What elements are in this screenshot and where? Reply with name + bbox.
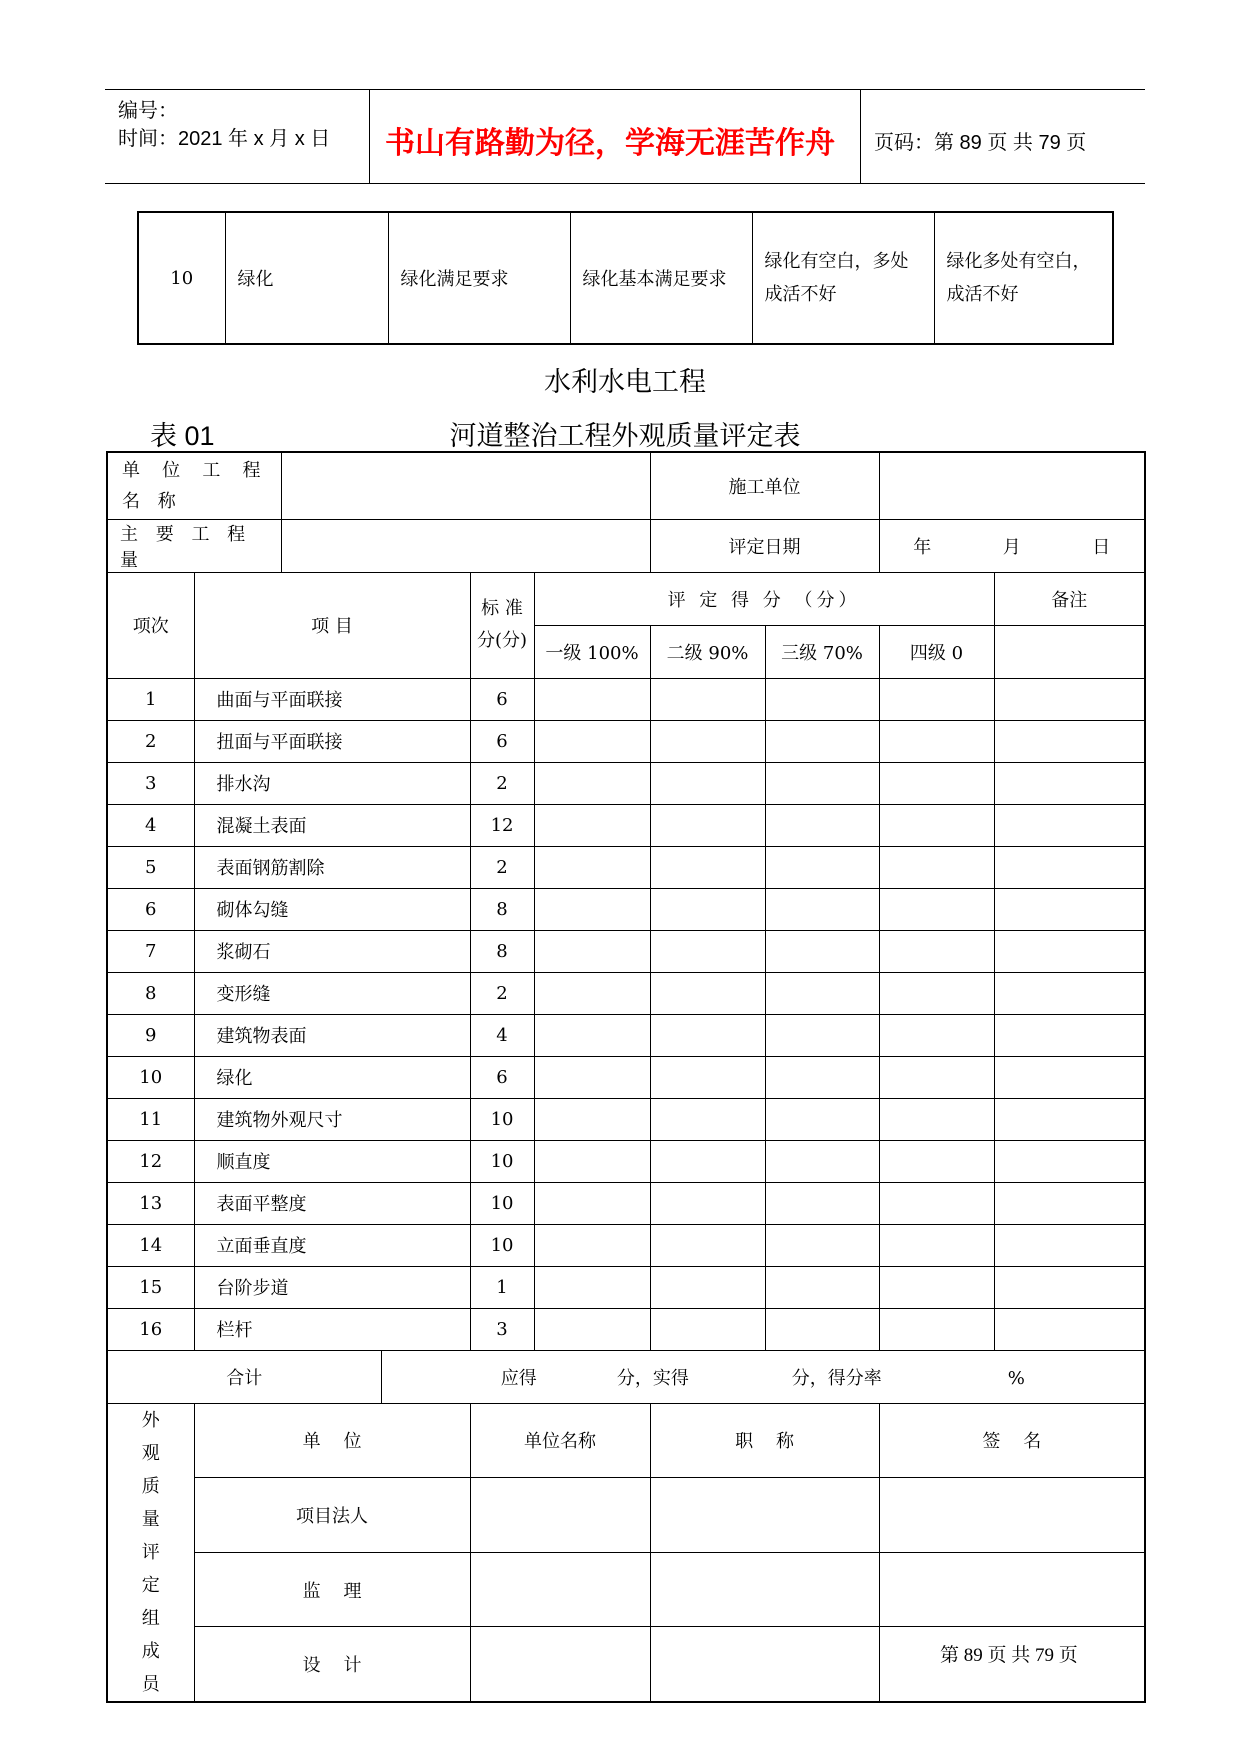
item-no: 7: [107, 930, 194, 972]
item-name: 浆砌石: [194, 930, 470, 972]
members-col-unit: 单 位: [194, 1403, 470, 1478]
grade3-cell[interactable]: [765, 1182, 879, 1224]
member-row: [107, 1552, 1145, 1627]
grade1-cell[interactable]: [534, 678, 650, 720]
grade1-cell[interactable]: [534, 762, 650, 804]
item-std: 2: [470, 972, 534, 1014]
grade3-cell[interactable]: [765, 1056, 879, 1098]
grade3-cell[interactable]: [765, 972, 879, 1014]
grade4-cell[interactable]: [879, 804, 994, 846]
remark-cell[interactable]: [994, 1140, 1145, 1182]
col-grade1-header: 一级 100%: [534, 625, 650, 678]
continued-row-no: 10: [138, 212, 225, 344]
item-name: 排水沟: [194, 762, 470, 804]
eval-date-label: 评定日期: [650, 519, 879, 572]
grade3-cell[interactable]: [765, 720, 879, 762]
table-row: [107, 1140, 1145, 1182]
item-std: 8: [470, 930, 534, 972]
member-unit-name-cell[interactable]: [470, 1627, 650, 1702]
member-sign-cell[interactable]: [879, 1478, 1145, 1553]
item-no: 16: [107, 1308, 194, 1350]
footer-page-number: 第 89 页 共 79 页: [940, 1645, 1078, 1666]
info-row-1: [107, 452, 1145, 519]
item-std: 12: [470, 804, 534, 846]
grade2-cell[interactable]: [650, 762, 765, 804]
grade1-cell[interactable]: [534, 930, 650, 972]
item-name: 变形缝: [194, 972, 470, 1014]
item-no: 9: [107, 1014, 194, 1056]
header-page-info: 页码：第 89 页 共 79 页: [874, 132, 1087, 154]
table-row: [107, 972, 1145, 1014]
grade2-cell[interactable]: [650, 888, 765, 930]
remark-cell[interactable]: [994, 804, 1145, 846]
grade2-cell[interactable]: [650, 1266, 765, 1308]
grade1-cell[interactable]: [534, 1224, 650, 1266]
table-row: [107, 930, 1145, 972]
item-std: 3: [470, 1308, 534, 1350]
remark-cell[interactable]: [994, 1308, 1145, 1350]
table-row: [107, 762, 1145, 804]
grade4-cell[interactable]: [879, 888, 994, 930]
members-col-unit-name: 单位名称: [470, 1403, 650, 1478]
grade4-cell[interactable]: [879, 1098, 994, 1140]
continued-row-item: 绿化: [225, 212, 388, 344]
grade1-cell[interactable]: [534, 972, 650, 1014]
grade2-cell[interactable]: [650, 804, 765, 846]
member-unit: 设 计: [194, 1627, 470, 1702]
grade2-cell[interactable]: [650, 1224, 765, 1266]
grade4-cell[interactable]: [879, 1266, 994, 1308]
grade4-cell[interactable]: [879, 678, 994, 720]
table-row: [107, 1224, 1145, 1266]
table-row: [107, 1308, 1145, 1350]
unit-project-name-value[interactable]: [281, 452, 650, 519]
item-no: 6: [107, 888, 194, 930]
remark-cell[interactable]: [994, 930, 1145, 972]
grade1-cell[interactable]: [534, 1308, 650, 1350]
grade3-cell[interactable]: [765, 678, 879, 720]
table-row: [107, 1266, 1145, 1308]
grade1-cell[interactable]: [534, 1182, 650, 1224]
member-unit: 监 理: [194, 1552, 470, 1627]
grade2-cell[interactable]: [650, 1098, 765, 1140]
item-no: 2: [107, 720, 194, 762]
grade1-cell[interactable]: [534, 1140, 650, 1182]
grade3-cell[interactable]: [765, 888, 879, 930]
remark-cell[interactable]: [994, 1266, 1145, 1308]
form-title: 河道整治工程外观质量评定表: [449, 421, 801, 451]
remark-cell[interactable]: [994, 1014, 1145, 1056]
main-quantity-value[interactable]: [281, 519, 650, 572]
members-col-sign: 签 名: [879, 1403, 1145, 1478]
eval-date-month: 月: [1002, 536, 1021, 558]
table-row: [107, 846, 1145, 888]
member-row: [107, 1478, 1145, 1553]
grade3-cell[interactable]: [765, 762, 879, 804]
item-std: 6: [470, 720, 534, 762]
remark-cell[interactable]: [994, 846, 1145, 888]
item-std: 8: [470, 888, 534, 930]
table-row: [107, 888, 1145, 930]
grade3-cell[interactable]: [765, 1098, 879, 1140]
member-unit-name-cell[interactable]: [470, 1552, 650, 1627]
grade4-cell[interactable]: [879, 1182, 994, 1224]
item-name: 建筑物表面: [194, 1014, 470, 1056]
item-no: 5: [107, 846, 194, 888]
grade3-cell[interactable]: [765, 1308, 879, 1350]
grade3-cell[interactable]: [765, 804, 879, 846]
header-number-label: 编号：: [118, 100, 178, 122]
item-name: 砌体勾缝: [194, 888, 470, 930]
continued-row-level1: 绿化满足要求: [388, 212, 570, 344]
item-no: 3: [107, 762, 194, 804]
members-header-row: [107, 1403, 1145, 1478]
grade3-cell[interactable]: [765, 1140, 879, 1182]
grade2-cell[interactable]: [650, 1056, 765, 1098]
grade4-cell[interactable]: [879, 762, 994, 804]
main-quantity-label: 主 要 工 程 量: [107, 519, 281, 572]
grade2-cell[interactable]: [650, 846, 765, 888]
remark-cell[interactable]: [994, 972, 1145, 1014]
remark-cell[interactable]: [994, 762, 1145, 804]
item-name: 台阶步道: [194, 1266, 470, 1308]
grade4-cell[interactable]: [879, 720, 994, 762]
item-no: 11: [107, 1098, 194, 1140]
project-title: 水利水电工程: [544, 367, 706, 397]
grade4-cell[interactable]: [879, 1140, 994, 1182]
item-no: 12: [107, 1140, 194, 1182]
col-no-header: 项次: [107, 572, 194, 678]
grade3-cell[interactable]: [765, 1266, 879, 1308]
item-name: 立面垂直度: [194, 1224, 470, 1266]
col-remark-header: 备注: [994, 572, 1145, 625]
grade4-cell[interactable]: [879, 1014, 994, 1056]
header-bottom-rule: [105, 183, 1145, 184]
item-name: 栏杆: [194, 1308, 470, 1350]
item-no: 1: [107, 678, 194, 720]
grade3-cell[interactable]: [765, 846, 879, 888]
remark-cell[interactable]: [994, 888, 1145, 930]
remark-cell[interactable]: [994, 1098, 1145, 1140]
item-no: 10: [107, 1056, 194, 1098]
item-std: 6: [470, 678, 534, 720]
table-row: [107, 1014, 1145, 1056]
continued-row-level2: 绿化基本满足要求: [570, 212, 752, 344]
remark-cell[interactable]: [994, 678, 1145, 720]
item-std: 1: [470, 1266, 534, 1308]
continued-row-level4: 绿化多处有空白，成活不好: [934, 212, 1113, 344]
grade1-cell[interactable]: [534, 804, 650, 846]
item-std: 10: [470, 1140, 534, 1182]
col-grade2-header: 二级 90%: [650, 625, 765, 678]
grade1-cell[interactable]: [534, 1266, 650, 1308]
form-number: 表 01: [150, 421, 215, 451]
item-std: 2: [470, 846, 534, 888]
item-std: 10: [470, 1182, 534, 1224]
members-group-label: 外观质量评定组成员: [107, 1403, 194, 1702]
col-grade4-header: 四级 0: [879, 625, 994, 678]
total-row: [107, 1350, 1145, 1403]
item-name: 扭面与平面联接: [194, 720, 470, 762]
item-name: 绿化: [194, 1056, 470, 1098]
item-no: 14: [107, 1224, 194, 1266]
total-label: 合计: [107, 1350, 381, 1403]
col-std-header: 标 准 分(分): [470, 572, 534, 678]
item-rows: [107, 678, 1145, 1350]
grade1-cell[interactable]: [534, 1014, 650, 1056]
item-name: 建筑物外观尺寸: [194, 1098, 470, 1140]
contractor-label: 施工单位: [650, 452, 879, 519]
table-row: [107, 1182, 1145, 1224]
item-no: 8: [107, 972, 194, 1014]
grade1-cell[interactable]: [534, 888, 650, 930]
member-unit: 项目法人: [194, 1478, 470, 1553]
grade4-cell[interactable]: [879, 1224, 994, 1266]
grade2-cell[interactable]: [650, 678, 765, 720]
evaluation-table: [106, 451, 1146, 1703]
remark-cell[interactable]: [994, 720, 1145, 762]
grade1-cell[interactable]: [534, 1098, 650, 1140]
contractor-value[interactable]: [879, 452, 1145, 519]
item-std: 2: [470, 762, 534, 804]
column-header-row-1: [107, 572, 1145, 625]
table-row: [107, 1056, 1145, 1098]
item-no: 4: [107, 804, 194, 846]
members-col-title: 职 称: [650, 1403, 879, 1478]
item-name: 曲面与平面联接: [194, 678, 470, 720]
grade4-cell[interactable]: [879, 930, 994, 972]
grade2-cell[interactable]: [650, 1014, 765, 1056]
grade3-cell[interactable]: [765, 1224, 879, 1266]
item-name: 表面钢筋割除: [194, 846, 470, 888]
unit-project-name-label: 单 位 工 程 名 称: [107, 452, 281, 519]
grade2-cell[interactable]: [650, 930, 765, 972]
grade2-cell[interactable]: [650, 972, 765, 1014]
header-divider-right: [860, 89, 861, 183]
item-name: 顺直度: [194, 1140, 470, 1182]
remark-cell[interactable]: [994, 1182, 1145, 1224]
grade3-cell[interactable]: [765, 1014, 879, 1056]
grade2-cell[interactable]: [650, 720, 765, 762]
item-no: 13: [107, 1182, 194, 1224]
remark-cell[interactable]: [994, 1056, 1145, 1098]
header-top-rule: [105, 89, 1145, 90]
item-no: 15: [107, 1266, 194, 1308]
continued-row-level3: 绿化有空白，多处成活不好: [752, 212, 934, 344]
eval-date-year: 年: [913, 536, 932, 558]
grade4-cell[interactable]: [879, 1308, 994, 1350]
table-row: [107, 720, 1145, 762]
col-score-header: 评 定 得 分 （分）: [534, 572, 994, 625]
continued-criteria-table: [137, 211, 1114, 345]
col-grade3-header: 三级 70%: [765, 625, 879, 678]
grade2-cell[interactable]: [650, 1308, 765, 1350]
grade4-cell[interactable]: [879, 972, 994, 1014]
remark-cell[interactable]: [994, 1224, 1145, 1266]
item-name: 混凝土表面: [194, 804, 470, 846]
item-std: 6: [470, 1056, 534, 1098]
grade3-cell[interactable]: [765, 930, 879, 972]
eval-date-value[interactable]: [879, 519, 1145, 572]
member-unit-name-cell[interactable]: [470, 1478, 650, 1553]
total-text: 应得 分，实得 分，得分率 %: [381, 1350, 1145, 1403]
member-title-cell[interactable]: [650, 1552, 879, 1627]
grade1-cell[interactable]: [534, 720, 650, 762]
table-row: [107, 678, 1145, 720]
continued-row: [138, 212, 1113, 344]
grade4-cell[interactable]: [879, 846, 994, 888]
header-motto: 书山有路勤为径，学海无涯苦作舟: [385, 126, 835, 161]
member-sign-cell[interactable]: [879, 1552, 1145, 1627]
eval-date-day: 日: [1092, 536, 1111, 558]
grade2-cell[interactable]: [650, 1140, 765, 1182]
table-row: [107, 804, 1145, 846]
grade1-cell[interactable]: [534, 1056, 650, 1098]
item-std: 4: [470, 1014, 534, 1056]
grade2-cell[interactable]: [650, 1182, 765, 1224]
grade4-cell[interactable]: [879, 1056, 994, 1098]
grade1-cell[interactable]: [534, 846, 650, 888]
info-row-2: [107, 519, 1145, 572]
member-title-cell[interactable]: [650, 1627, 879, 1702]
item-std: 10: [470, 1098, 534, 1140]
item-std: 10: [470, 1224, 534, 1266]
col-remark-sub: [994, 625, 1145, 678]
col-item-header: 项 目: [194, 572, 470, 678]
item-name: 表面平整度: [194, 1182, 470, 1224]
table-row: [107, 1098, 1145, 1140]
member-title-cell[interactable]: [650, 1478, 879, 1553]
header-time-label: 时间：2021 年 x 月 x 日: [118, 128, 331, 150]
